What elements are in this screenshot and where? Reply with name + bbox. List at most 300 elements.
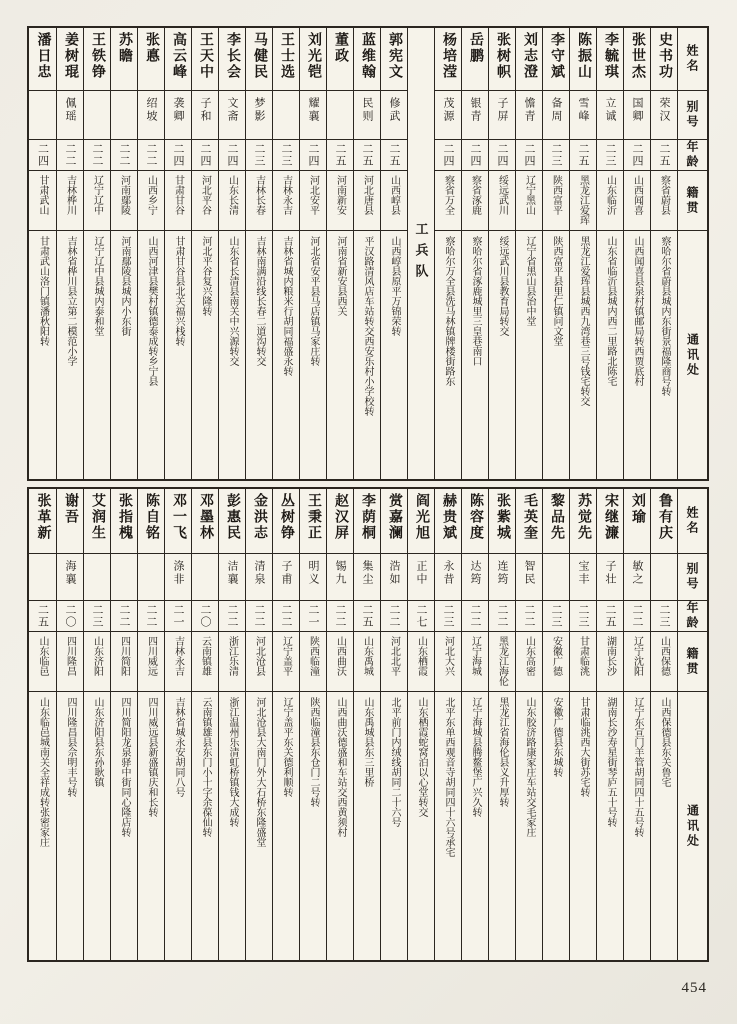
entry-alias-cell (435, 91, 461, 140)
entry-address: 甘肃甘谷县北关福兴栈转 (173, 236, 184, 346)
directory-entry-column (380, 28, 407, 479)
entry-address-cell (435, 231, 461, 479)
entry-address-cell (84, 692, 110, 960)
field-label-origin: 籍贯 (685, 646, 699, 677)
entry-address: 山东省长清县南关中兴源转交 (227, 236, 238, 366)
field-label-column (677, 489, 707, 960)
entry-origin: 河北沧县 (253, 636, 265, 676)
entry-address-cell (435, 692, 461, 960)
entry-alias-cell (84, 91, 110, 140)
entry-age: 二一 (307, 604, 319, 628)
entry-age-cell (246, 601, 272, 632)
entry-name: 谢吾 (63, 493, 78, 525)
entry-age-cell (543, 601, 569, 632)
directory-entry-column (191, 28, 218, 479)
entry-address-cell (273, 692, 299, 960)
entry-age-cell (300, 140, 326, 171)
directory-entry-column (83, 28, 110, 479)
entry-origin: 陕西临潼 (307, 636, 319, 676)
entry-address-cell (327, 231, 353, 479)
entry-origin: 辽宁辽中 (91, 175, 103, 215)
entry-age: 二三 (550, 604, 562, 628)
entry-age-cell (273, 140, 299, 171)
entry-origin: 察省蔚县 (658, 175, 670, 215)
entry-age-cell (273, 601, 299, 632)
entry-address-cell (543, 231, 569, 479)
entry-age: 二五 (577, 143, 589, 167)
entry-age: 二二 (253, 604, 265, 628)
entry-origin: 山东临邑 (37, 636, 48, 676)
section-divider-cell (408, 28, 434, 479)
directory-entry-column (56, 28, 83, 479)
entry-origin-cell (516, 171, 542, 231)
entry-alias-cell (570, 91, 596, 140)
entry-address: 辽宁省黑山县治中堂 (524, 236, 535, 326)
entry-age: 二二 (469, 604, 481, 628)
entry-name: 史书功 (657, 32, 672, 80)
entry-alias: 修武 (388, 97, 400, 123)
entry-address-cell (489, 692, 515, 960)
entry-age: 二四 (226, 143, 238, 167)
entry-origin-cell (165, 171, 191, 231)
entry-alias-cell (597, 554, 623, 601)
field-label-alias-cell (678, 554, 707, 601)
entry-address-cell (489, 231, 515, 479)
entry-alias: 国卿 (631, 97, 643, 123)
entry-age-cell (435, 601, 461, 632)
directory-entry-column (29, 28, 56, 479)
entry-age-cell (516, 140, 542, 171)
entry-age: 二二 (91, 143, 103, 167)
entry-alias: 立诚 (604, 97, 616, 123)
entry-origin: 山西保德 (658, 636, 670, 676)
directory-entry-column (434, 489, 461, 960)
entry-alias-cell (462, 554, 488, 601)
entry-age: 二三 (91, 604, 103, 628)
entry-origin: 山西乡宁 (145, 175, 157, 215)
entry-address-cell (219, 692, 245, 960)
directory-entry-column (164, 489, 191, 960)
entry-origin-cell (273, 632, 299, 692)
entry-address-cell (462, 692, 488, 960)
entry-name-cell (624, 28, 650, 91)
entry-alias-cell (165, 91, 191, 140)
entry-name-cell (138, 489, 164, 554)
entry-name-cell (84, 489, 110, 554)
entry-origin: 湖南长沙 (604, 636, 616, 676)
directory-entry-column (218, 489, 245, 960)
entry-alias-cell (543, 554, 569, 601)
entry-origin: 河南鄢陵 (118, 175, 130, 215)
entry-name: 张紫城 (495, 493, 510, 541)
entry-alias-cell (111, 91, 137, 140)
entry-name-cell (489, 489, 515, 554)
directory-entry-column (569, 489, 596, 960)
entry-name: 李毓琪 (603, 32, 618, 80)
entry-age-cell (327, 140, 353, 171)
entry-address: 山西河津县樊村镇德泰成转乡宁县 (146, 236, 157, 386)
entry-alias-cell (354, 554, 380, 601)
field-label-origin-cell (678, 171, 707, 231)
entry-origin-cell (489, 632, 515, 692)
entry-origin: 黑龙江海伦 (496, 636, 508, 686)
entry-origin: 甘肃临洮 (577, 636, 589, 676)
directory-entry-column (650, 489, 677, 960)
entry-alias-cell (543, 91, 569, 140)
entry-name: 张树帜 (495, 32, 510, 80)
entry-alias: 耀襄 (307, 97, 319, 123)
entry-address-cell (300, 231, 326, 479)
entry-origin: 吉林永吉 (172, 636, 184, 676)
directory-entry-column (191, 489, 218, 960)
entry-origin-cell (300, 171, 326, 231)
entry-age-cell (300, 601, 326, 632)
entry-name-cell (462, 489, 488, 554)
entry-origin: 河南新安 (334, 175, 346, 215)
entry-origin-cell (543, 632, 569, 692)
directory-entry-column (569, 28, 596, 479)
entry-age-cell (138, 140, 164, 171)
entry-address: 吉林省城内粮米行胡同福盛永转 (281, 236, 292, 376)
entry-age: 二二 (118, 604, 130, 628)
entry-alias: 子甫 (280, 560, 292, 586)
entry-name-cell (219, 489, 245, 554)
entry-age-cell (57, 140, 83, 171)
entry-name-cell (651, 28, 677, 91)
entry-age: 二五 (388, 143, 400, 167)
entry-age-cell (138, 601, 164, 632)
entry-name: 张指槐 (117, 493, 132, 541)
entry-age: 二三 (577, 604, 589, 628)
entry-age-cell (57, 601, 83, 632)
entry-alias-cell (57, 554, 83, 601)
entry-address: 安徽广德县东城转 (551, 697, 562, 777)
entry-name-cell (327, 28, 353, 91)
entry-alias-cell (219, 91, 245, 140)
entry-origin: 山东栖霞 (415, 636, 427, 676)
entry-origin-cell (219, 171, 245, 231)
entry-alias: 子和 (199, 97, 211, 123)
entry-origin-cell (111, 632, 137, 692)
entry-age: 二四 (469, 143, 481, 167)
entry-alias-cell (516, 554, 542, 601)
entry-alias-cell (651, 554, 677, 601)
entry-name: 王天中 (198, 32, 213, 80)
entry-origin: 四川简阳 (118, 636, 130, 676)
entry-origin: 四川隆昌 (64, 636, 76, 676)
entry-age-cell (192, 601, 218, 632)
entry-age: 二二 (118, 143, 130, 167)
entry-age-cell (597, 601, 623, 632)
entry-age: 二〇 (199, 604, 211, 628)
entry-alias-cell (246, 91, 272, 140)
entry-origin: 辽宁海城 (469, 636, 481, 676)
entry-age: 二五 (361, 143, 373, 167)
entry-origin-cell (111, 171, 137, 231)
entry-origin: 吉林长春 (253, 175, 265, 215)
entry-origin: 甘肃甘谷 (172, 175, 184, 215)
entry-alias: 雪峰 (577, 97, 589, 123)
entry-name-cell (273, 489, 299, 554)
entry-name: 邓一飞 (171, 493, 186, 541)
entry-address: 辽宁海城县腾鳌堡广兴久转 (470, 697, 481, 817)
entry-alias-cell (570, 554, 596, 601)
entry-origin: 四川威远 (145, 636, 157, 676)
directory-entry-column (434, 28, 461, 479)
entry-origin: 辽宁沈阳 (631, 636, 643, 676)
directory-entry-column (110, 489, 137, 960)
entry-alias-cell (435, 554, 461, 601)
entry-alias-cell (111, 554, 137, 601)
entry-age-cell (462, 601, 488, 632)
entry-age: 二三 (442, 604, 454, 628)
entry-age-cell (84, 140, 110, 171)
entry-origin: 河北平谷 (199, 175, 211, 215)
entry-age: 二三 (280, 143, 292, 167)
entry-origin: 绥远武川 (496, 175, 508, 215)
entry-alias: 憺青 (523, 97, 535, 123)
entry-name: 陈容度 (468, 493, 483, 541)
entry-name: 张革新 (35, 493, 51, 541)
entry-name: 姜树琨 (63, 32, 78, 80)
entry-age: 二二 (523, 604, 535, 628)
entry-origin: 察省万全 (442, 175, 454, 215)
entry-address-cell (570, 692, 596, 960)
entry-age: 二二 (145, 604, 157, 628)
entry-name-cell (489, 28, 515, 91)
entry-name: 李长会 (225, 32, 240, 80)
entry-address: 河北平谷复兴隆转 (200, 236, 211, 316)
entry-name: 董政 (333, 32, 348, 64)
directory-entry-column (137, 28, 164, 479)
entry-origin-cell (651, 632, 677, 692)
entry-name-cell (57, 489, 83, 554)
entry-address: 甘肃武山洛门镇潘秋阳转 (37, 236, 49, 346)
directory-entry-column (299, 489, 326, 960)
directory-entry-column (83, 489, 110, 960)
entry-name-cell (381, 489, 407, 554)
entry-address-cell (246, 692, 272, 960)
entry-alias: 锡九 (334, 560, 346, 586)
entry-address: 山西曲沃德盛和车站交西黄须村 (335, 697, 346, 837)
entry-alias-cell (273, 554, 299, 601)
directory-entry-column (272, 489, 299, 960)
entry-address-cell (192, 692, 218, 960)
entry-name-cell (165, 28, 191, 91)
entry-name-cell (300, 489, 326, 554)
entry-alias-cell (300, 91, 326, 140)
entry-address: 北平东单西观音寺胡同四十六号承宅 (443, 697, 454, 857)
entry-address-cell (165, 231, 191, 479)
field-label-origin: 籍贯 (685, 185, 699, 216)
entry-alias: 敏之 (631, 560, 643, 586)
directory-entry-column (353, 489, 380, 960)
directory-entry-column (623, 28, 650, 479)
entry-address-cell (543, 692, 569, 960)
entry-alias: 浩如 (388, 560, 400, 586)
entry-name-cell (84, 28, 110, 91)
entry-age: 二二 (496, 604, 508, 628)
field-label-column (677, 28, 707, 479)
directory-entry-column (164, 28, 191, 479)
entry-address: 四川隆昌县佘明丰号转 (65, 697, 76, 797)
directory-entry-column (623, 489, 650, 960)
directory-entry-column (407, 489, 434, 960)
entry-alias-cell (300, 554, 326, 601)
entry-address-cell (111, 692, 137, 960)
entry-alias: 明义 (307, 560, 319, 586)
entry-address: 黑龙江爱珲县城西九湾巷三号钱宅转交 (578, 236, 589, 406)
entry-name: 李守斌 (549, 32, 564, 80)
entry-age: 二三 (253, 143, 265, 167)
directory-entry-column (218, 28, 245, 479)
entry-alias-cell (651, 91, 677, 140)
entry-origin-cell (597, 171, 623, 231)
entry-address: 陕西富平县里仁镇问文堂 (551, 236, 562, 346)
entry-age-cell (408, 601, 434, 632)
entry-origin: 浙江乐清 (226, 636, 238, 676)
entry-origin-cell (165, 632, 191, 692)
entry-alias-cell (192, 91, 218, 140)
entry-age: 二二 (631, 604, 643, 628)
entry-origin-cell (597, 632, 623, 692)
entry-origin-cell (273, 171, 299, 231)
entry-alias: 佩瑶 (64, 97, 76, 123)
entry-address-cell (651, 692, 677, 960)
entry-address: 山东禹城县东三里桥 (362, 697, 373, 787)
entry-origin-cell (462, 171, 488, 231)
entry-address-cell (570, 231, 596, 479)
directory-entry-column (29, 489, 56, 960)
entry-address: 山东省临沂县城内西二里路北陈宅 (605, 236, 616, 386)
entry-address-cell (219, 231, 245, 479)
entry-name-cell (246, 28, 272, 91)
field-label-address: 通讯处 (685, 803, 700, 849)
entry-name-cell (111, 28, 137, 91)
directory-entry-column (515, 489, 542, 960)
entry-address: 四川威远县新盛镇庆和长转 (146, 697, 157, 817)
entry-alias: 绍坡 (145, 97, 157, 123)
entry-address-cell (165, 692, 191, 960)
entry-address: 辽宁东宣门羊管胡同四十五号转 (632, 697, 643, 837)
entry-name: 阎光旭 (414, 493, 429, 541)
entry-origin-cell (435, 171, 461, 231)
entry-address: 辽宁盖平东关德利顺转 (281, 697, 292, 797)
entry-address: 绥远武川县教育局转交 (497, 236, 508, 336)
entry-address: 山西保德县东关鲁宅 (659, 697, 670, 787)
entry-age: 二三 (658, 604, 670, 628)
entry-name-cell (435, 489, 461, 554)
entry-alias: 银青 (469, 97, 481, 123)
entry-address-cell (462, 231, 488, 479)
entry-origin-cell (327, 632, 353, 692)
entry-age: 二二 (388, 604, 400, 628)
entry-alias: 茂源 (442, 97, 454, 123)
entry-origin: 河北唐县 (361, 175, 373, 215)
entry-origin: 辽宁盖平 (280, 636, 292, 676)
entry-age-cell (381, 140, 407, 171)
entry-origin-cell (327, 171, 353, 231)
entry-age: 二〇 (64, 604, 76, 628)
entry-address: 陕西临潼县东仓门二号转 (308, 697, 319, 807)
entry-address: 浙江温州乐清虹桥镇钱大成转 (227, 697, 238, 827)
entry-address-cell (57, 231, 83, 479)
entry-name: 岳鹏 (468, 32, 483, 64)
entry-alias-cell (138, 554, 164, 601)
directory-entry-column (461, 489, 488, 960)
entry-age-cell (570, 140, 596, 171)
entry-origin: 山西崞县 (388, 175, 400, 215)
entry-origin-cell (651, 171, 677, 231)
entry-address-cell (354, 692, 380, 960)
entry-origin: 安徽广德 (550, 636, 562, 676)
entry-age: 二五 (604, 604, 616, 628)
entry-origin: 山东临沂 (604, 175, 616, 215)
entry-address-cell (408, 692, 434, 960)
entry-age: 二五 (361, 604, 373, 628)
entry-alias: 洁襄 (226, 560, 238, 586)
entry-address: 辽宁辽中县城内泰和堂 (92, 236, 103, 336)
entry-alias: 备周 (550, 97, 562, 123)
entry-origin-cell (489, 171, 515, 231)
entry-age: 二五 (36, 604, 49, 628)
entry-age: 二二 (145, 143, 157, 167)
entry-name: 邓墨林 (198, 493, 213, 541)
entry-alias: 子屏 (496, 97, 508, 123)
entry-age-cell (489, 140, 515, 171)
entry-age: 二四 (442, 143, 454, 167)
entry-name-cell (543, 28, 569, 91)
entry-address-cell (57, 692, 83, 960)
entry-origin-cell (138, 171, 164, 231)
entry-origin: 云南镇雄 (199, 636, 211, 676)
directory-entry-column (245, 489, 272, 960)
entry-name-cell (273, 28, 299, 91)
entry-age-cell (165, 601, 191, 632)
entry-age-cell (111, 140, 137, 171)
entry-name-cell (354, 28, 380, 91)
entry-origin-cell (219, 632, 245, 692)
entry-age-cell (570, 601, 596, 632)
directory-entry-column (299, 28, 326, 479)
entry-alias-cell (597, 91, 623, 140)
entry-origin-cell (29, 171, 56, 231)
entry-origin: 察省涿鹿 (469, 175, 481, 215)
entry-name-cell (381, 28, 407, 91)
entry-age-cell (327, 601, 353, 632)
entry-address: 吉林南满沿线长春二道沟转交 (254, 236, 265, 366)
entry-name: 黎品先 (549, 493, 564, 541)
entry-age-cell (435, 140, 461, 171)
entry-origin: 河北北平 (388, 636, 400, 676)
entry-address: 山东胶济路康家庄车站交毛家庄 (524, 697, 535, 837)
entry-age-cell (219, 601, 245, 632)
entry-origin-cell (192, 171, 218, 231)
field-label-address-cell (678, 692, 707, 960)
entry-address: 山西闻喜县泉村镇邮局转西贾底村 (632, 236, 643, 386)
entry-age-cell (246, 140, 272, 171)
section-divider-label: 工兵队 (413, 222, 429, 285)
entry-alias-cell (408, 554, 434, 601)
entry-name-cell (408, 489, 434, 554)
entry-name-cell (192, 489, 218, 554)
entry-age: 二三 (550, 143, 562, 167)
entry-name: 刘瑜 (630, 493, 645, 525)
directory-entry-column (272, 28, 299, 479)
entry-age-cell (165, 140, 191, 171)
entry-name: 张悳 (144, 32, 159, 64)
entry-origin-cell (354, 632, 380, 692)
